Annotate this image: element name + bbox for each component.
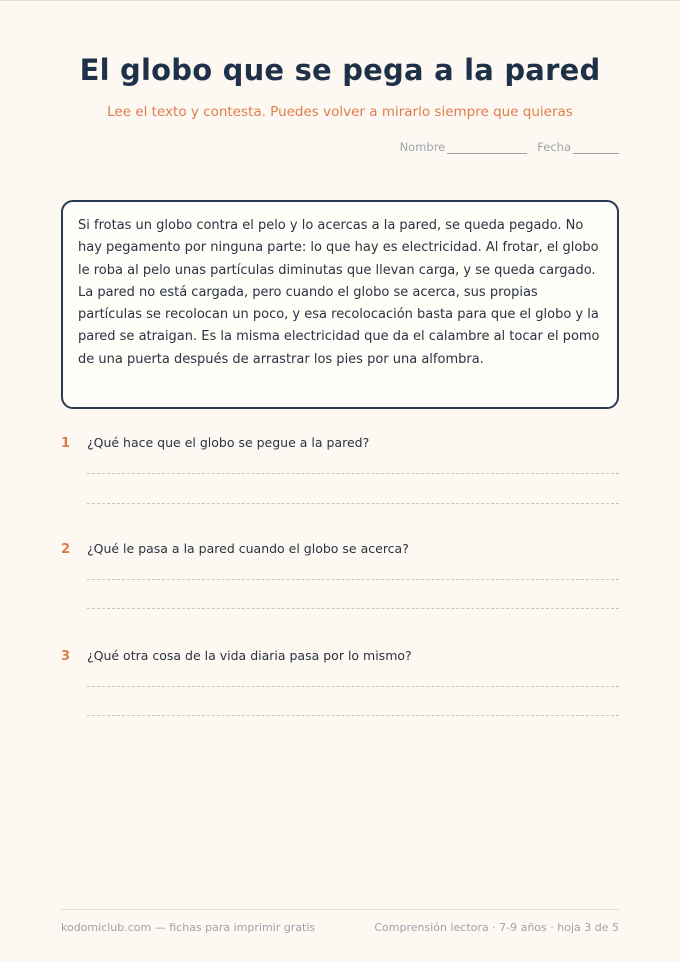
question-text: ¿Qué le pasa a la pared cuando el globo se acerca?: [87, 541, 409, 556]
page-title: El globo que se pega a la pared: [79, 53, 601, 87]
instructions: Lee el texto y contesta. Puedes volver a mirarlo siempre que quieras: [107, 104, 573, 120]
footer-sheet-info: Comprensión lectora · 7-9 años · hoja 3 de 5: [374, 921, 619, 934]
name-label: Nombre: [399, 140, 446, 154]
question-text: ¿Qué otra cosa de la vida diaria pasa por lo mismo?: [87, 648, 412, 663]
question-number: 1: [61, 436, 71, 451]
footer-divider: [61, 909, 619, 910]
question-text: ¿Qué hace que el globo se pegue a la pared?: [87, 435, 370, 450]
answer-line[interactable]: [87, 503, 619, 504]
answer-line[interactable]: [87, 608, 619, 609]
answer-line[interactable]: [87, 686, 619, 687]
question-number: 2: [61, 542, 71, 557]
name-field[interactable]: [447, 141, 527, 154]
answer-line[interactable]: [87, 715, 619, 716]
question-3: [61, 648, 619, 664]
student-info: [400, 140, 619, 154]
date-label: Fecha: [537, 140, 571, 154]
reading-passage: Si frotas un globo contra el pelo y lo acercas a la pared, se queda pegado. No hay pegamento por ninguna parte: lo que hay es electricidad. Al frotar, el globo le roba al pelo unas partículas diminutas que llevan carga, y se queda cargado. La pared no está cargada, pero cuando el globo se acerca, sus propias partículas se recolocan un poco, y esa recolocación basta para que el globo y la pared se atraigan. Es la misma electricidad que da el calambre al tocar el pomo de una puerta después de arrastrar los pies por una alfombra.: [61, 200, 619, 409]
question-2: [61, 541, 619, 557]
question-number: 3: [61, 649, 71, 664]
answer-line[interactable]: [87, 579, 619, 580]
footer-site: kodomiclub.com — fichas para imprimir gratis: [61, 921, 316, 934]
question-1: [61, 435, 619, 451]
date-field[interactable]: [573, 141, 619, 154]
answer-line[interactable]: [87, 473, 619, 474]
